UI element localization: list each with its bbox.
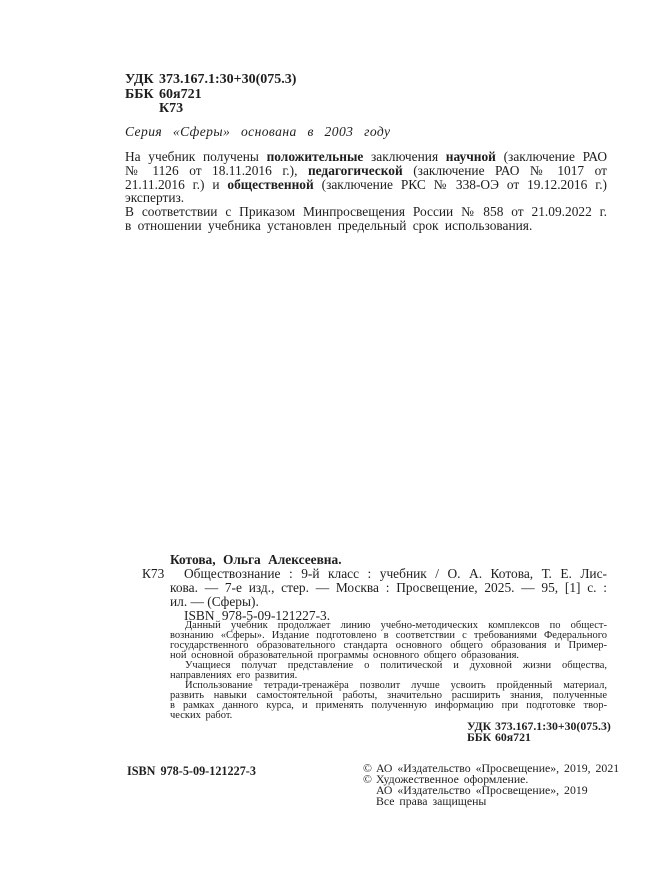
udk-row <box>125 73 296 88</box>
text-line: направлениях его развития. <box>170 670 298 681</box>
text-line: ческих работ. <box>170 710 233 721</box>
author-heading: Котова, Ольга Алексеевна. <box>170 552 342 567</box>
text-line: вознанию «Сферы». Издание подготовлено в соответствии с требованиями Федерального <box>170 630 607 641</box>
text-line: кова. — 7-е изд., стер. — Москва : Просвещение, 2025. — 95, [1] с. : <box>170 580 607 596</box>
text-line: государственного образовательного стандарта основного общего образования и Пример- <box>170 640 607 651</box>
bbk-row <box>125 88 296 103</box>
paragraph <box>170 567 607 609</box>
udk-label: УДК <box>125 72 154 87</box>
copyright-text: АО «Издательство «Просвещение», 2019, 2021 <box>376 761 620 775</box>
bbk-row-bottom <box>467 732 611 743</box>
text-line: экспертиз. <box>125 190 185 206</box>
paragraph <box>170 661 607 681</box>
text-line: № 1126 от 18.11.2016 г.), педагогической (заключение РАО № 1017 от <box>125 162 607 178</box>
isbn-line: ISBN 978-5-09-121227-3. <box>184 608 331 624</box>
udk-bbk-codes-top <box>125 73 296 117</box>
text-line: в отношении учебника установлен предельный срок использования. <box>125 217 533 233</box>
bibliographic-entry-wrap <box>142 566 607 610</box>
udk-label-bottom: УДК <box>467 719 492 733</box>
text-line: в рамках данного курса, и применять полученную информацию при подготовке твор- <box>170 700 607 711</box>
paragraph <box>170 621 607 661</box>
copyright-symbol <box>363 796 376 807</box>
bibliographic-entry <box>170 567 607 609</box>
bbk-label-bottom: ББК <box>467 730 492 745</box>
bbk-label: ББК <box>125 86 154 102</box>
text-line: ил. — (Сферы). <box>170 594 259 610</box>
udk-value-bottom: 373.167.1:30+30(075.3) <box>495 719 611 733</box>
card-code-row <box>125 102 296 117</box>
text-line: В соответствии с Приказом Минпросвещения России № 858 от 21.09.2022 г. <box>125 204 607 220</box>
copyright-symbol <box>363 785 376 796</box>
series-note: Серия «Сферы» основана в 2003 году <box>125 124 391 139</box>
paragraph <box>125 205 607 233</box>
paragraph <box>170 681 607 721</box>
copyright-text: Все права защищены <box>376 793 487 808</box>
paragraph <box>125 150 607 205</box>
annotation <box>170 621 607 721</box>
copyright-text: АО «Издательство «Просвещение», 2019 <box>376 782 588 797</box>
text-line: Данный учебник продолжает линию учебно-методических комплексов по общест- <box>185 620 607 631</box>
copyright-symbol: © <box>363 761 372 775</box>
text-line: развить навыки самостоятельной работы, значительно расширить знания, полученные <box>170 690 607 701</box>
copyright-block <box>363 763 619 807</box>
text-line: На учебник получены положительные заключения научной (заключение РАО <box>125 149 607 164</box>
copyright-line <box>363 793 619 808</box>
text-line: Обществознание : 9-й класс : учебник / О. А. Котова, Т. Е. Лис- <box>184 566 607 582</box>
catalog-card <box>142 552 607 624</box>
bbk-value: 60я721 <box>159 86 202 102</box>
udk-bbk-codes-bottom <box>467 721 611 744</box>
expertise-note <box>125 150 607 233</box>
copyright-text: Художественное оформление. <box>376 771 529 786</box>
card-code: К73 <box>159 101 184 117</box>
text-line: Учащиеся получат представление о политической и духовной жизни общества, <box>185 660 607 671</box>
bbk-value-bottom: 60я721 <box>495 730 531 745</box>
card-code-spacer <box>125 102 159 117</box>
text-line: ной основной образовательной программы основного общего образования. <box>170 650 520 661</box>
footer-isbn: ISBN 978-5-09-121227-3 <box>127 764 256 778</box>
udk-value: 373.167.1:30+30(075.3) <box>159 72 297 87</box>
text-line: 21.11.2016 г.) и общественной (заключение РКС № 338-ОЭ от 19.12.2016 г.) <box>125 176 607 192</box>
text-line: Использование тетради-тренажёра позволит лучше усвоить пройденный материал, <box>185 680 607 691</box>
card-author-sign: К73 <box>142 566 165 582</box>
copyright-symbol: © <box>363 771 372 786</box>
